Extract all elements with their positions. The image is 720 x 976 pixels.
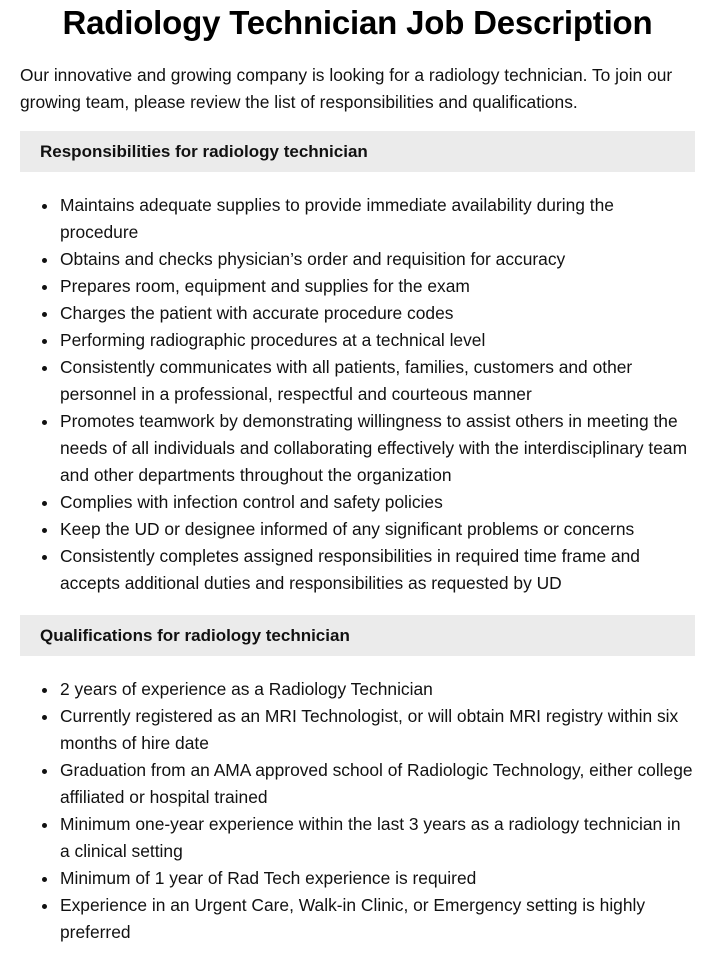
list-item: Experience in an Urgent Care, Walk-in Clinic, or Emergency setting is highly preferred	[20, 892, 695, 946]
bullet-icon	[42, 339, 47, 344]
list-item: Maintains adequate supplies to provide immediate availability during the procedure	[20, 192, 695, 246]
responsibilities-list	[20, 192, 695, 597]
list-item: Prepares room, equipment and supplies for the exam	[20, 273, 695, 300]
list-item: Currently registered as an MRI Technologist, or will obtain MRI registry within six months of hire date	[20, 703, 695, 757]
list-item: Consistently completes assigned responsibilities in required time frame and accepts additional duties and responsibilities as requested by UD	[20, 543, 695, 597]
qualifications-section	[20, 615, 695, 946]
bullet-icon	[42, 420, 47, 425]
intro-paragraph: Our innovative and growing company is looking for a radiology technician. To join our growing team, please review the list of responsibilities and qualifications.	[20, 65, 673, 112]
list-item: Performing radiographic procedures at a technical level	[20, 327, 695, 354]
list-item: Keep the UD or designee informed of any significant problems or concerns	[20, 516, 695, 543]
list-item: Graduation from an AMA approved school of Radiologic Technology, either college affiliated or hospital trained	[20, 757, 695, 811]
bullet-icon	[42, 204, 47, 209]
bullet-icon	[42, 258, 47, 263]
qualifications-list	[20, 676, 695, 946]
bullet-icon	[42, 366, 47, 371]
list-item: Complies with infection control and safety policies	[20, 489, 695, 516]
bullet-icon	[42, 501, 47, 506]
bullet-icon	[42, 688, 47, 693]
list-item: Consistently communicates with all patients, families, customers and other personnel in a professional, respectful and courteous manner	[20, 354, 695, 408]
list-item: Obtains and checks physician’s order and requisition for accuracy	[20, 246, 695, 273]
responsibilities-section	[20, 131, 695, 597]
list-item: 2 years of experience as a Radiology Technician	[20, 676, 695, 703]
bullet-icon	[42, 904, 47, 909]
bullet-icon	[42, 823, 47, 828]
bullet-icon	[42, 715, 47, 720]
list-item: Minimum of 1 year of Rad Tech experience is required	[20, 865, 695, 892]
list-item: Minimum one-year experience within the last 3 years as a radiology technician in a clinical setting	[20, 811, 695, 865]
list-item: Promotes teamwork by demonstrating willingness to assist others in meeting the needs of all individuals and collaborating effectively with the interdisciplinary team and other departments throughout the organization	[20, 408, 695, 489]
list-item: Charges the patient with accurate procedure codes	[20, 300, 695, 327]
bullet-icon	[42, 528, 47, 533]
page-title: Radiology Technician Job Description	[62, 4, 653, 41]
bullet-icon	[42, 877, 47, 882]
bullet-icon	[42, 769, 47, 774]
bullet-icon	[42, 312, 47, 317]
section-header-responsibilities: Responsibilities for radiology technician	[20, 131, 695, 172]
bullet-icon	[42, 555, 47, 560]
bullet-icon	[42, 285, 47, 290]
section-header-qualifications: Qualifications for radiology technician	[20, 615, 695, 656]
